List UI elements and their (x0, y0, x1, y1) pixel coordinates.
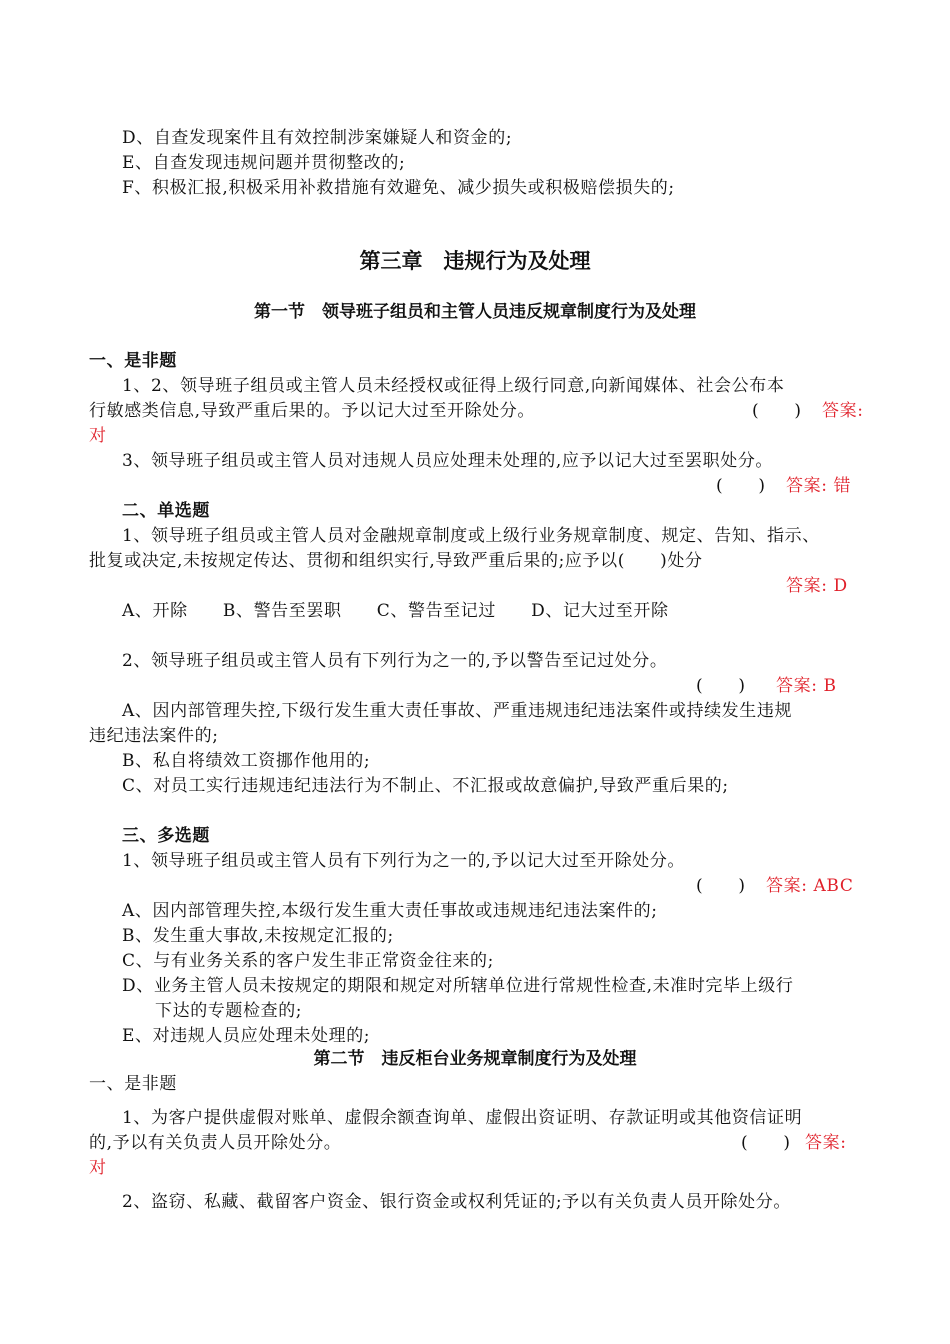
option-text: B、私自将绩效工资挪作他用的; (122, 751, 371, 771)
answer-paren: ( ) (741, 1133, 791, 1153)
section-title: 第一节 领导班子组员和主管人员违反规章制度行为及处理 (254, 302, 696, 322)
multi-choice-heading: 三、多选题 (122, 826, 210, 846)
option-text: D、业务主管人员未按规定的期限和规定对所辖单位进行常规性检查,未准时完毕上级行 (122, 976, 794, 996)
question-text: 的,予以有关负责人员开除处分。 (89, 1133, 342, 1153)
option-d: D、自查发现案件且有效控制涉案嫌疑人和资金的; (122, 128, 513, 148)
option-text: 违纪违法案件的; (89, 726, 219, 746)
answer-text: 答案: B (776, 676, 837, 696)
answer-label: 答案: (822, 401, 864, 421)
judge-heading: 一、是非题 (89, 1074, 177, 1094)
answer-paren: ( ) (696, 676, 746, 696)
judge-heading: 一、是非题 (89, 351, 177, 371)
answer-value: 对 (89, 426, 107, 446)
question-text: 1、2、领导班子组员或主管人员未经授权或征得上级行同意,向新闻媒体、社会公布本 (122, 376, 785, 396)
single-choice-heading: 二、单选题 (122, 501, 210, 521)
question-text: 1、为客户提供虚假对账单、虚假余额查询单、虚假出资证明、存款证明或其他资信证明 (122, 1108, 803, 1128)
option-f: F、积极汇报,积极采用补救措施有效避免、减少损失或积极赔偿损失的; (122, 178, 675, 198)
option-text: C、对员工实行违规违纪违法行为不制止、不汇报或故意偏护,导致严重后果的; (122, 776, 729, 796)
answer-text: 答案: D (786, 576, 848, 596)
option-text: B、发生重大事故,未按规定汇报的; (122, 926, 394, 946)
answer-paren: ( ) (696, 876, 746, 896)
answer-text: 答案: 错 (786, 476, 852, 496)
question-text: 1、领导班子组员或主管人员对金融规章制度或上级行业务规章制度、规定、告知、指示、 (122, 526, 820, 546)
section-title: 第二节 违反柜台业务规章制度行为及处理 (313, 1049, 637, 1069)
option-text: A、因内部管理失控,本级行发生重大责任事故或违规违纪违法案件的; (122, 901, 658, 921)
option-text: C、与有业务关系的客户发生非正常资金往来的; (122, 951, 494, 971)
question-text: 批复或决定,未按规定传达、贯彻和组织实行,导致严重后果的;应予以( )处分 (89, 551, 703, 571)
question-text: 2、盗窃、私藏、截留客户资金、银行资金或权利凭证的;予以有关负责人员开除处分。 (122, 1192, 791, 1212)
option-text: E、对违规人员应处理未处理的; (122, 1026, 371, 1046)
answer-options: A、开除 B、警告至罢职 C、警告至记过 D、记大过至开除 (122, 601, 669, 621)
question-text: 2、领导班子组员或主管人员有下列行为之一的,予以警告至记过处分。 (122, 651, 668, 671)
question-text: 行敏感类信息,导致严重后果的。予以记大过至开除处分。 (89, 401, 536, 421)
answer-text: 答案: ABC (766, 876, 854, 896)
option-text: 下达的专题检查的; (155, 1001, 303, 1021)
option-text: A、因内部管理失控,下级行发生重大责任事故、严重违规违纪违法案件或持续发生违规 (122, 701, 793, 721)
question-text: 3、领导班子组员或主管人员对违规人员应处理未处理的,应予以记大过至罢职处分。 (122, 451, 774, 471)
question-text: 1、领导班子组员或主管人员有下列行为之一的,予以记大过至开除处分。 (122, 851, 686, 871)
answer-paren: ( ) (752, 401, 802, 421)
answer-paren: ( ) (716, 476, 766, 496)
answer-label: 答案: (805, 1133, 847, 1153)
option-e: E、自查发现违规问题并贯彻整改的; (122, 153, 406, 173)
chapter-title: 第三章 违规行为及处理 (359, 249, 591, 273)
answer-value: 对 (89, 1158, 107, 1178)
